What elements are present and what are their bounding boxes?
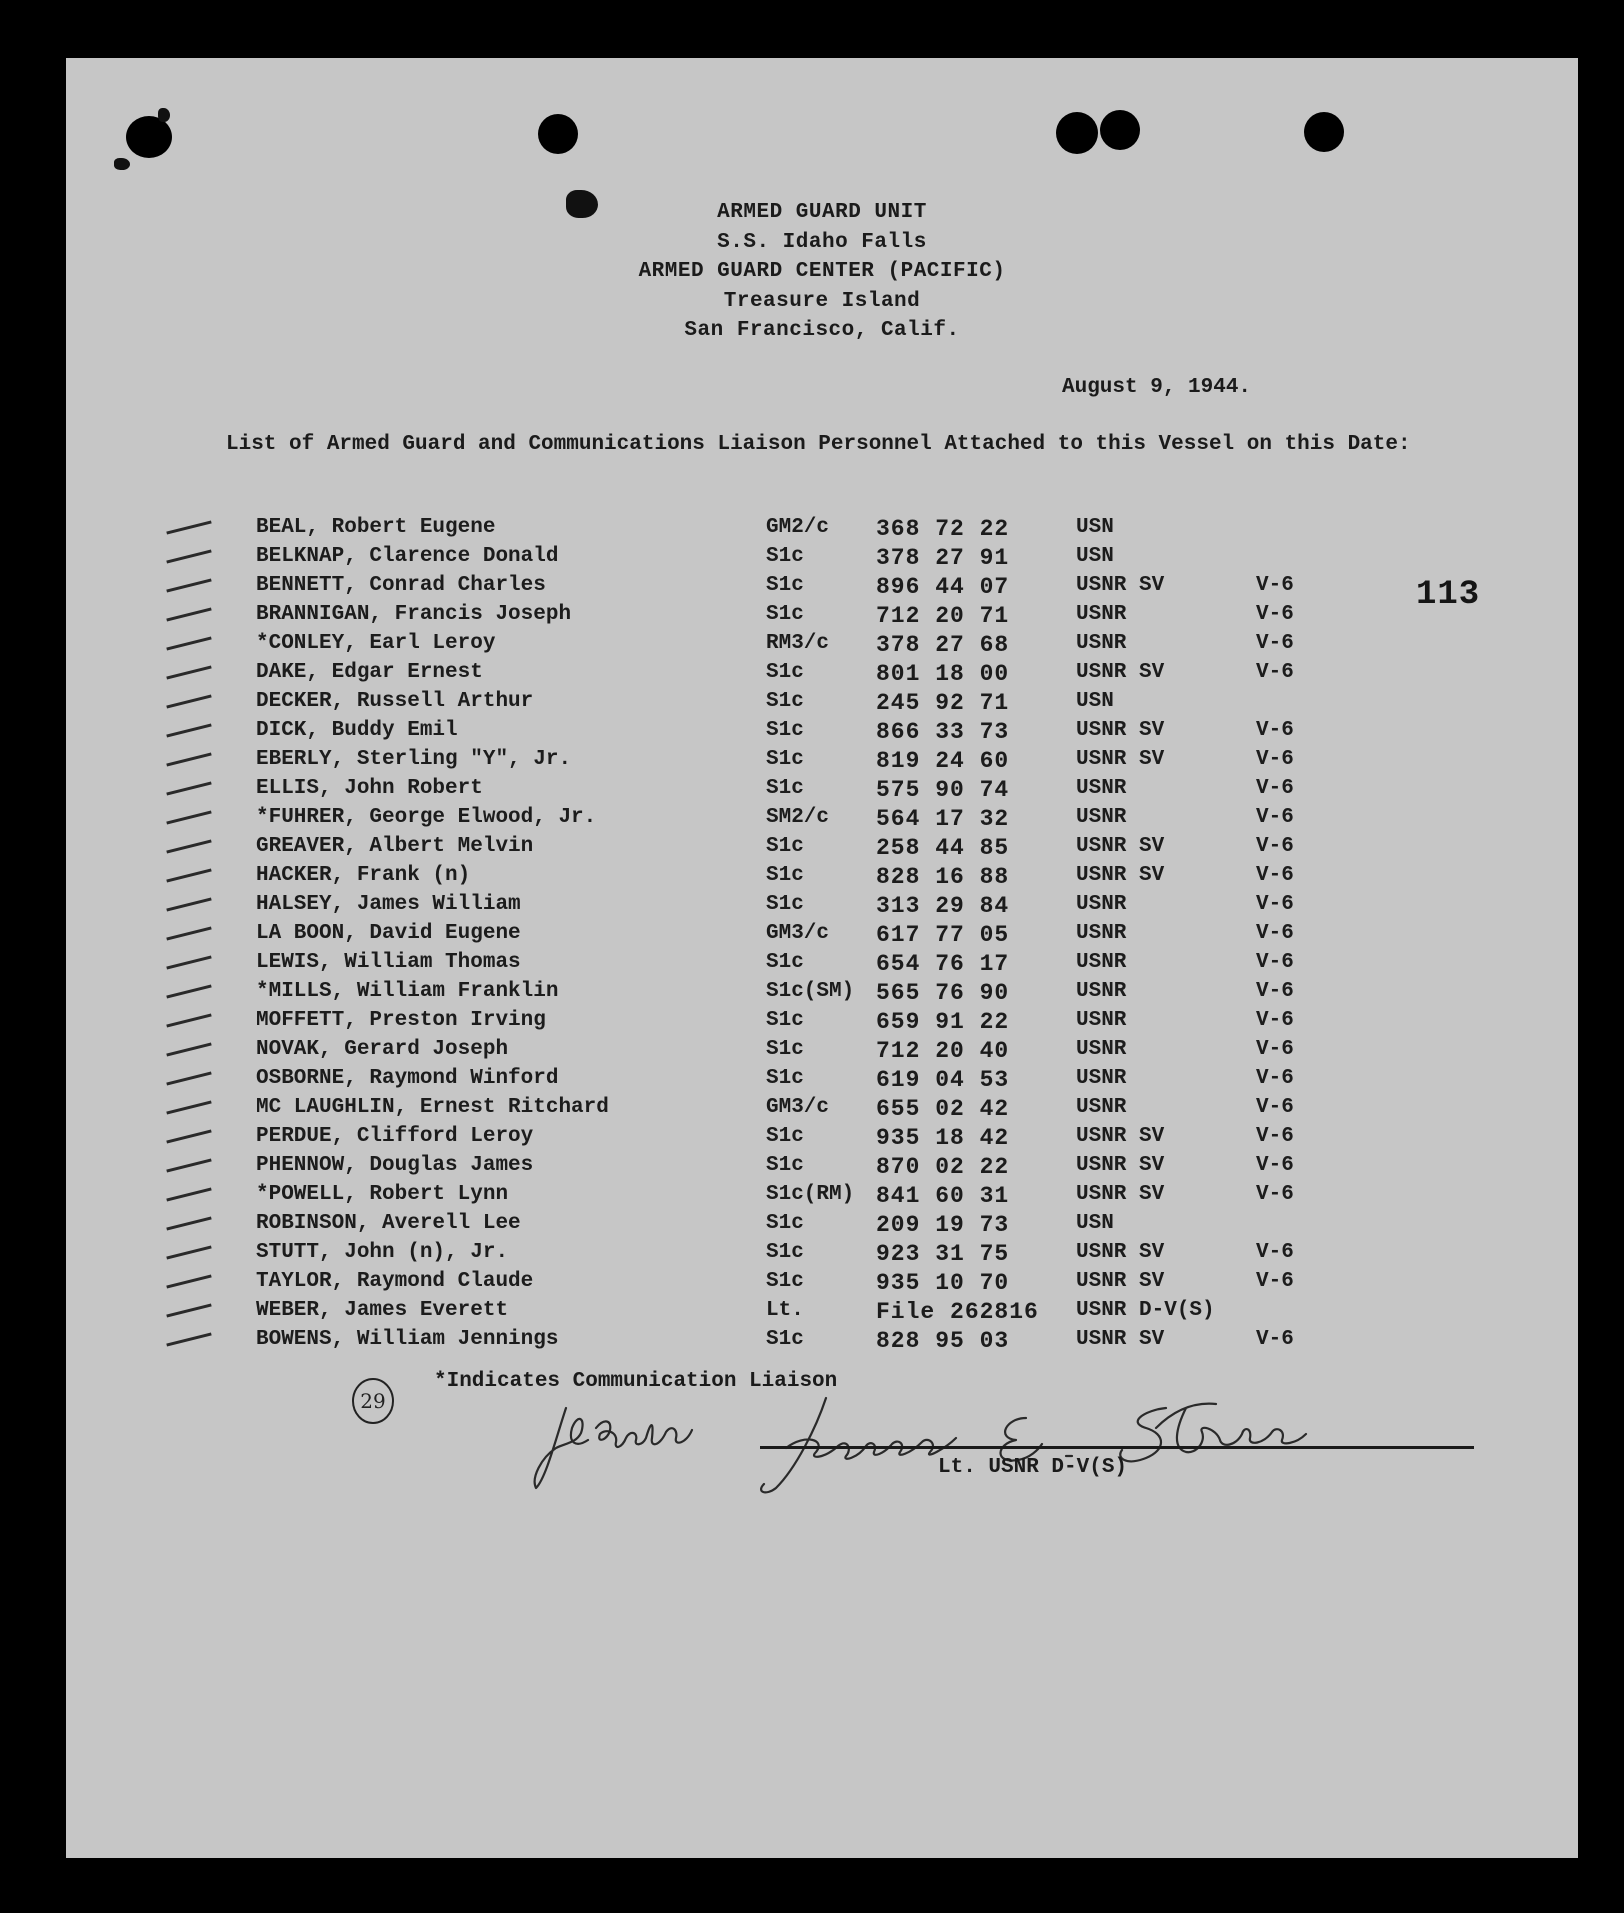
personnel-serial: 209 19 73	[876, 1212, 1010, 1238]
personnel-row	[166, 719, 1316, 748]
personnel-serial: 712 20 71	[876, 603, 1010, 629]
personnel-name: LA BOON, David Eugene	[256, 922, 521, 945]
personnel-name: LEWIS, William Thomas	[256, 951, 521, 974]
personnel-class: V-6	[1256, 603, 1294, 626]
personnel-name: EBERLY, Sterling "Y", Jr.	[256, 748, 572, 771]
personnel-rate: S1c	[766, 864, 804, 887]
personnel-branch: USNR SV	[1076, 748, 1165, 771]
signature-title: Lt. USNR D-V(S)	[938, 1456, 1128, 1479]
ink-spot-2	[158, 108, 170, 122]
personnel-serial: 828 95 03	[876, 1328, 1010, 1354]
header-unit: ARMED GUARD UNIT	[717, 201, 927, 224]
personnel-row	[166, 777, 1316, 806]
check-mark-icon	[166, 665, 211, 679]
personnel-row	[166, 632, 1316, 661]
personnel-rate: S1c	[766, 748, 804, 771]
personnel-class: V-6	[1256, 1328, 1294, 1351]
personnel-class: V-6	[1256, 661, 1294, 684]
intro-text: List of Armed Guard and Communications Liaison Personnel Attached to this Vessel on this Date:	[226, 433, 1411, 456]
personnel-rate: S1c	[766, 545, 804, 568]
personnel-row	[166, 748, 1316, 777]
personnel-row	[166, 835, 1316, 864]
document-page	[66, 58, 1578, 1858]
check-mark-icon	[166, 1303, 211, 1317]
personnel-serial: 245 92 71	[876, 690, 1010, 716]
personnel-name: WEBER, James Everett	[256, 1299, 509, 1322]
personnel-rate: S1c(RM)	[766, 1183, 855, 1206]
personnel-branch: USNR SV	[1076, 719, 1165, 742]
personnel-rate: S1c	[766, 1270, 804, 1293]
punch-hole-1	[126, 116, 172, 158]
personnel-name: STUTT, John (n), Jr.	[256, 1241, 509, 1264]
header-vessel: S.S. Idaho Falls	[717, 230, 927, 254]
personnel-rate: S1c	[766, 893, 804, 916]
personnel-branch: USNR SV	[1076, 1241, 1165, 1264]
personnel-serial: 617 77 05	[876, 922, 1010, 948]
personnel-class: V-6	[1256, 1067, 1294, 1090]
document-header	[66, 198, 1578, 346]
personnel-class: V-6	[1256, 1125, 1294, 1148]
personnel-branch: USNR SV	[1076, 661, 1165, 684]
document-date: August 9, 1944.	[1062, 376, 1252, 399]
personnel-branch: USNR	[1076, 777, 1127, 800]
personnel-row	[166, 1154, 1316, 1183]
check-mark-icon	[166, 1042, 211, 1056]
personnel-branch: USNR	[1076, 806, 1127, 829]
header-city: San Francisco, Calif.	[684, 319, 960, 342]
personnel-name: OSBORNE, Raymond Winford	[256, 1067, 559, 1090]
personnel-name: DECKER, Russell Arthur	[256, 690, 534, 713]
personnel-name: *FUHRER, George Elwood, Jr.	[256, 806, 597, 829]
personnel-rate: S1c	[766, 1328, 804, 1351]
personnel-rate: S1c	[766, 1154, 804, 1177]
personnel-row	[166, 1038, 1316, 1067]
personnel-row	[166, 574, 1316, 603]
personnel-class: V-6	[1256, 1096, 1294, 1119]
personnel-class: V-6	[1256, 893, 1294, 916]
personnel-serial: 870 02 22	[876, 1154, 1010, 1180]
personnel-branch: USNR D-V(S)	[1076, 1299, 1215, 1322]
personnel-branch: USNR	[1076, 1009, 1127, 1032]
personnel-name: *CONLEY, Earl Leroy	[256, 632, 496, 655]
punch-hole-2	[538, 114, 578, 154]
personnel-branch: USNR SV	[1076, 864, 1165, 887]
personnel-class: V-6	[1256, 1154, 1294, 1177]
personnel-list	[166, 516, 1316, 1357]
personnel-serial: 935 18 42	[876, 1125, 1010, 1151]
check-mark-icon	[166, 781, 211, 795]
personnel-serial: 841 60 31	[876, 1183, 1010, 1209]
personnel-row	[166, 1183, 1316, 1212]
personnel-serial: 619 04 53	[876, 1067, 1010, 1093]
personnel-name: GREAVER, Albert Melvin	[256, 835, 534, 858]
check-mark-icon	[166, 694, 211, 708]
personnel-name: BEAL, Robert Eugene	[256, 516, 496, 539]
personnel-serial: 575 90 74	[876, 777, 1010, 803]
personnel-class: V-6	[1256, 806, 1294, 829]
personnel-rate: GM3/c	[766, 922, 830, 945]
personnel-row	[166, 661, 1316, 690]
personnel-serial: 368 72 22	[876, 516, 1010, 542]
personnel-row	[166, 1125, 1316, 1154]
personnel-branch: USNR SV	[1076, 1270, 1165, 1293]
personnel-row	[166, 516, 1316, 545]
personnel-rate: S1c	[766, 1067, 804, 1090]
check-mark-icon	[166, 636, 211, 650]
personnel-name: HALSEY, James William	[256, 893, 521, 916]
personnel-name: MOFFETT, Preston Irving	[256, 1009, 546, 1032]
check-mark-icon	[166, 578, 211, 592]
ink-spot-1	[114, 158, 130, 170]
check-mark-icon	[166, 1332, 211, 1346]
personnel-branch: USNR	[1076, 922, 1127, 945]
count-circle-mark	[348, 1376, 398, 1426]
check-mark-icon	[166, 1187, 211, 1201]
personnel-branch: USNR	[1076, 980, 1127, 1003]
personnel-branch: USNR	[1076, 1067, 1127, 1090]
check-mark-icon	[166, 1245, 211, 1259]
personnel-rate: S1c(SM)	[766, 980, 855, 1003]
personnel-name: NOVAK, Gerard Joseph	[256, 1038, 509, 1061]
personnel-name: ROBINSON, Averell Lee	[256, 1212, 521, 1235]
check-mark-icon	[166, 1129, 211, 1143]
personnel-class: V-6	[1256, 1270, 1294, 1293]
punch-hole-3	[1056, 112, 1098, 154]
personnel-name: BRANNIGAN, Francis Joseph	[256, 603, 572, 626]
personnel-rate: S1c	[766, 690, 804, 713]
personnel-class: V-6	[1256, 835, 1294, 858]
personnel-rate: S1c	[766, 835, 804, 858]
personnel-row	[166, 603, 1316, 632]
personnel-branch: USNR SV	[1076, 1183, 1165, 1206]
header-center: ARMED GUARD CENTER (PACIFIC)	[638, 260, 1006, 283]
personnel-rate: S1c	[766, 661, 804, 684]
personnel-class: V-6	[1256, 951, 1294, 974]
personnel-branch: USNR SV	[1076, 1125, 1165, 1148]
personnel-rate: GM2/c	[766, 516, 830, 539]
personnel-class: V-6	[1256, 980, 1294, 1003]
personnel-rate: S1c	[766, 1009, 804, 1032]
personnel-branch: USN	[1076, 545, 1114, 568]
personnel-row	[166, 690, 1316, 719]
personnel-class: V-6	[1256, 748, 1294, 771]
personnel-branch: USNR SV	[1076, 1328, 1165, 1351]
personnel-name: TAYLOR, Raymond Claude	[256, 1270, 534, 1293]
personnel-row	[166, 1067, 1316, 1096]
personnel-class: V-6	[1256, 574, 1294, 597]
check-mark-icon	[166, 810, 211, 824]
personnel-serial: 378 27 68	[876, 632, 1010, 658]
personnel-branch: USN	[1076, 690, 1114, 713]
check-mark-icon	[166, 984, 211, 998]
personnel-class: V-6	[1256, 777, 1294, 800]
personnel-name: BOWENS, William Jennings	[256, 1328, 559, 1351]
personnel-row	[166, 864, 1316, 893]
personnel-serial: 654 76 17	[876, 951, 1010, 977]
personnel-rate: S1c	[766, 777, 804, 800]
personnel-branch: USNR	[1076, 632, 1127, 655]
personnel-row	[166, 980, 1316, 1009]
personnel-serial: File 262816	[876, 1299, 1039, 1325]
personnel-row	[166, 1241, 1316, 1270]
check-mark-icon	[166, 868, 211, 882]
personnel-serial: 564 17 32	[876, 806, 1010, 832]
personnel-rate: S1c	[766, 1212, 804, 1235]
personnel-rate: S1c	[766, 719, 804, 742]
check-mark-icon	[166, 1100, 211, 1114]
punch-hole-4	[1100, 110, 1140, 150]
personnel-rate: RM3/c	[766, 632, 830, 655]
personnel-serial: 659 91 22	[876, 1009, 1010, 1035]
personnel-branch: USNR	[1076, 603, 1127, 626]
check-mark-icon	[166, 1158, 211, 1172]
check-mark-icon	[166, 926, 211, 940]
personnel-rate: Lt.	[766, 1299, 804, 1322]
personnel-class: V-6	[1256, 719, 1294, 742]
personnel-serial: 378 27 91	[876, 545, 1010, 571]
personnel-row	[166, 893, 1316, 922]
personnel-row	[166, 1009, 1316, 1038]
personnel-serial: 313 29 84	[876, 893, 1010, 919]
personnel-name: *POWELL, Robert Lynn	[256, 1183, 509, 1206]
personnel-name: *MILLS, William Franklin	[256, 980, 559, 1003]
check-mark-icon	[166, 1216, 211, 1230]
header-location: Treasure Island	[723, 289, 921, 313]
personnel-serial: 655 02 42	[876, 1096, 1010, 1122]
personnel-row	[166, 1328, 1316, 1357]
personnel-rate: GM3/c	[766, 1096, 830, 1119]
personnel-serial: 712 20 40	[876, 1038, 1010, 1064]
personnel-class: V-6	[1256, 922, 1294, 945]
personnel-name: MC LAUGHLIN, Ernest Ritchard	[256, 1096, 609, 1119]
personnel-row	[166, 545, 1316, 574]
personnel-name: ELLIS, John Robert	[256, 777, 483, 800]
personnel-name: PERDUE, Clifford Leroy	[256, 1125, 534, 1148]
check-mark-icon	[166, 839, 211, 853]
page-number: 113	[1416, 576, 1481, 614]
personnel-name: HACKER, Frank (n)	[256, 864, 471, 887]
personnel-branch: USNR SV	[1076, 1154, 1165, 1177]
check-mark-icon	[166, 897, 211, 911]
personnel-row	[166, 922, 1316, 951]
personnel-name: BELKNAP, Clarence Donald	[256, 545, 559, 568]
personnel-name: PHENNOW, Douglas James	[256, 1154, 534, 1177]
personnel-rate: S1c	[766, 1241, 804, 1264]
personnel-branch: USN	[1076, 516, 1114, 539]
personnel-serial: 923 31 75	[876, 1241, 1010, 1267]
personnel-branch: USNR SV	[1076, 835, 1165, 858]
personnel-serial: 866 33 73	[876, 719, 1010, 745]
personnel-branch: USNR	[1076, 1096, 1127, 1119]
personnel-class: V-6	[1256, 632, 1294, 655]
personnel-class: V-6	[1256, 864, 1294, 887]
personnel-row	[166, 806, 1316, 835]
personnel-rate: S1c	[766, 574, 804, 597]
personnel-class: V-6	[1256, 1241, 1294, 1264]
personnel-row	[166, 1096, 1316, 1125]
personnel-serial: 258 44 85	[876, 835, 1010, 861]
punch-hole-5	[1304, 112, 1344, 152]
personnel-row	[166, 1270, 1316, 1299]
check-mark-icon	[166, 723, 211, 737]
personnel-name: DAKE, Edgar Ernest	[256, 661, 483, 684]
personnel-branch: USN	[1076, 1212, 1114, 1235]
check-mark-icon	[166, 1274, 211, 1288]
personnel-rate: S1c	[766, 1125, 804, 1148]
personnel-class: V-6	[1256, 1183, 1294, 1206]
personnel-serial: 801 18 00	[876, 661, 1010, 687]
check-mark-icon	[166, 955, 211, 969]
personnel-rate: S1c	[766, 1038, 804, 1061]
check-mark-icon	[166, 549, 211, 563]
check-mark-icon	[166, 1013, 211, 1027]
check-mark-icon	[166, 752, 211, 766]
personnel-serial: 565 76 90	[876, 980, 1010, 1006]
personnel-branch: USNR	[1076, 893, 1127, 916]
personnel-branch: USNR SV	[1076, 574, 1165, 597]
personnel-serial: 935 10 70	[876, 1270, 1010, 1296]
personnel-class: V-6	[1256, 1038, 1294, 1061]
personnel-serial: 828 16 88	[876, 864, 1010, 890]
personnel-row	[166, 1212, 1316, 1241]
personnel-rate: S1c	[766, 951, 804, 974]
personnel-rate: SM2/c	[766, 806, 830, 829]
personnel-row	[166, 1299, 1316, 1328]
footnote: *Indicates Communication Liaison	[434, 1370, 838, 1393]
check-mark-icon	[166, 520, 211, 534]
check-mark-icon	[166, 607, 211, 621]
personnel-serial: 896 44 07	[876, 574, 1010, 600]
personnel-branch: USNR	[1076, 1038, 1127, 1061]
check-mark-icon	[166, 1071, 211, 1085]
signature-line	[760, 1446, 1474, 1449]
personnel-row	[166, 951, 1316, 980]
personnel-name: BENNETT, Conrad Charles	[256, 574, 546, 597]
personnel-name: DICK, Buddy Emil	[256, 719, 458, 742]
personnel-serial: 819 24 60	[876, 748, 1010, 774]
personnel-rate: S1c	[766, 603, 804, 626]
personnel-branch: USNR	[1076, 951, 1127, 974]
count-mark-text: 29	[360, 1389, 386, 1413]
personnel-class: V-6	[1256, 1009, 1294, 1032]
